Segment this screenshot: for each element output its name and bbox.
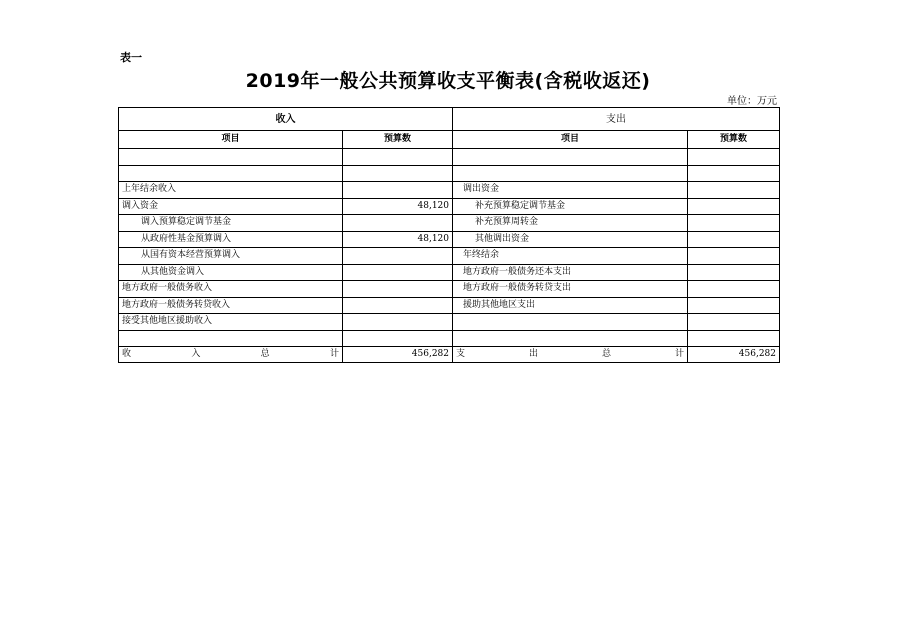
expense-item: 年终结余 — [453, 248, 688, 265]
income-item: 调入资金 — [119, 198, 343, 215]
expense-value — [688, 165, 780, 182]
table-row — [119, 215, 780, 232]
income-value — [343, 281, 453, 298]
table-row — [119, 330, 780, 347]
expense-item: 补充预算周转金 — [453, 215, 688, 232]
income-item: 接受其他地区援助收入 — [119, 314, 343, 331]
income-total-char: 总 — [260, 349, 270, 359]
table-row — [119, 149, 780, 166]
expense-item: 地方政府一般债务转贷支出 — [453, 281, 688, 298]
expense-value — [688, 248, 780, 265]
table-row — [119, 198, 780, 215]
total-row — [119, 347, 780, 363]
expense-header: 支出 — [453, 108, 780, 131]
expense-item: 地方政府一般债务还本支出 — [453, 264, 688, 281]
expense-value — [688, 149, 780, 166]
income-item — [119, 330, 343, 347]
table-number-label: 表一 — [120, 51, 142, 64]
table-row — [119, 231, 780, 248]
expense-total-char: 支 — [456, 349, 466, 359]
expense-item: 调出资金 — [453, 182, 688, 199]
table-row — [119, 182, 780, 199]
expense-item — [453, 330, 688, 347]
income-budget-header: 预算数 — [343, 131, 453, 149]
income-item: 地方政府一般债务收入 — [119, 281, 343, 298]
expense-value — [688, 215, 780, 232]
expense-value — [688, 231, 780, 248]
income-item-header: 项目 — [119, 131, 343, 149]
expense-total-value: 456,282 — [688, 347, 780, 363]
income-total-label — [119, 347, 343, 363]
expense-total-char: 计 — [674, 349, 684, 359]
expense-total-char: 出 — [528, 349, 538, 359]
table-row — [119, 165, 780, 182]
expense-value — [688, 182, 780, 199]
income-header: 收入 — [119, 108, 453, 131]
income-total-value: 456,282 — [343, 347, 453, 363]
income-value — [343, 330, 453, 347]
expense-total-label — [453, 347, 688, 363]
income-item — [119, 149, 343, 166]
income-value: 48,120 — [343, 231, 453, 248]
expense-value — [688, 314, 780, 331]
table-row — [119, 264, 780, 281]
expense-budget-header: 预算数 — [688, 131, 780, 149]
group-header-row — [119, 108, 780, 131]
income-total-char: 计 — [329, 349, 339, 359]
expense-item — [453, 149, 688, 166]
income-value — [343, 149, 453, 166]
budget-balance-table — [118, 107, 780, 363]
income-item: 从国有资本经营预算调入 — [119, 248, 343, 265]
income-item: 上年结余收入 — [119, 182, 343, 199]
income-value — [343, 215, 453, 232]
expense-item: 补充预算稳定调节基金 — [453, 198, 688, 215]
income-item — [119, 165, 343, 182]
table-row — [119, 297, 780, 314]
expense-item: 援助其他地区支出 — [453, 297, 688, 314]
income-item: 地方政府一般债务转贷收入 — [119, 297, 343, 314]
expense-item: 其他调出资金 — [453, 231, 688, 248]
document-title: 2019年一般公共预算收支平衡表(含税收返还) — [245, 70, 651, 92]
income-value — [343, 297, 453, 314]
table-row — [119, 281, 780, 298]
expense-item — [453, 165, 688, 182]
income-item: 从其他资金调入 — [119, 264, 343, 281]
expense-total-char: 总 — [601, 349, 611, 359]
income-item: 调入预算稳定调节基金 — [119, 215, 343, 232]
expense-item-header: 项目 — [453, 131, 688, 149]
expense-value — [688, 281, 780, 298]
expense-item — [453, 314, 688, 331]
income-value — [343, 264, 453, 281]
table-row — [119, 248, 780, 265]
income-total-char: 入 — [191, 349, 201, 359]
income-value — [343, 248, 453, 265]
income-value: 48,120 — [343, 198, 453, 215]
expense-value — [688, 297, 780, 314]
expense-value — [688, 330, 780, 347]
income-value — [343, 182, 453, 199]
income-value — [343, 165, 453, 182]
income-total-char: 收 — [122, 349, 132, 359]
table-row — [119, 314, 780, 331]
unit-label: 单位：万元 — [727, 96, 777, 107]
income-item: 从政府性基金预算调入 — [119, 231, 343, 248]
income-value — [343, 314, 453, 331]
expense-value — [688, 264, 780, 281]
column-header-row — [119, 131, 780, 149]
expense-value — [688, 198, 780, 215]
